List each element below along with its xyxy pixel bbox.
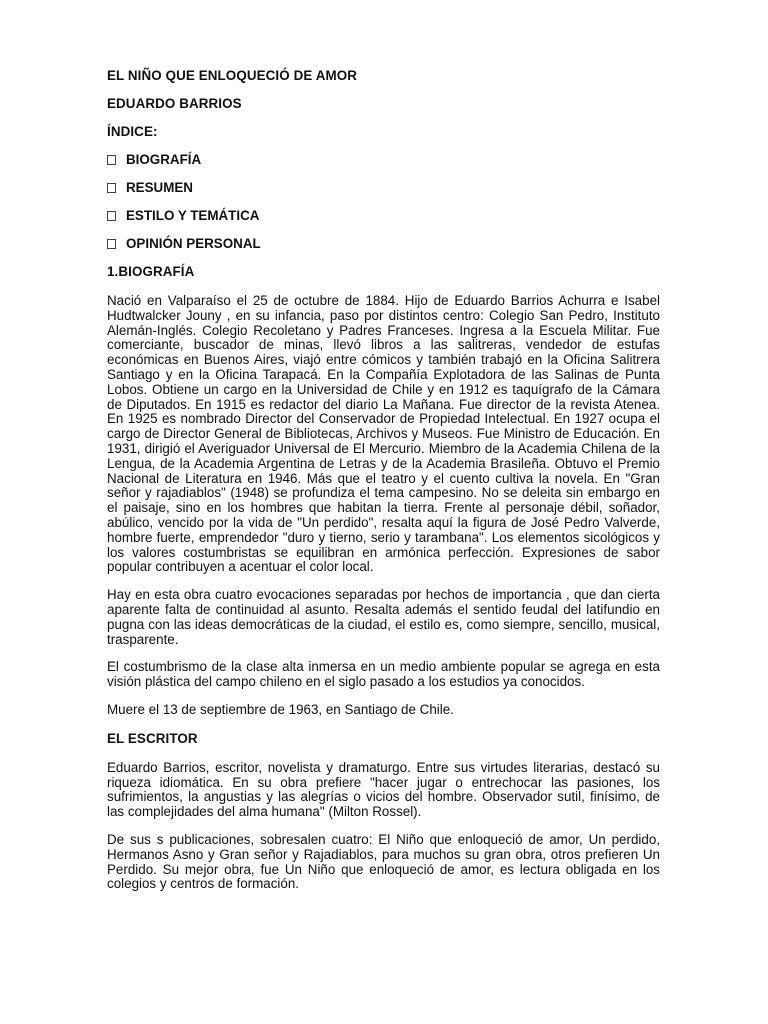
- index-item-label: RESUMEN: [126, 180, 193, 195]
- index-item-label: OPINIÓN PERSONAL: [126, 236, 261, 251]
- index-item-biografia: [107, 152, 660, 168]
- checkbox-bullet-icon: [107, 211, 116, 221]
- checkbox-bullet-icon: [107, 239, 116, 249]
- index-item-label: ESTILO Y TEMÁTICA: [126, 208, 260, 223]
- index-heading: ÍNDICE:: [107, 124, 158, 139]
- section-heading-biografia: 1.BIOGRAFÍA: [107, 264, 195, 279]
- biography-paragraph: El costumbrismo de la clase alta inmersa en un medio ambiente popular se agrega en esta visión plástica del campo chileno en el siglo pasado a los estudios ya conocidos.: [107, 659, 660, 690]
- index-item-opinion: [107, 236, 660, 252]
- writer-paragraph: Eduardo Barrios, escritor, novelista y dramaturgo. Entre sus virtudes literarias, destacó su riqueza idiomática. En su obra prefiere "hacer jugar o entrechocar las pasiones, los sufrimientos, la angustias y las alegrías o vicios del hombre. Observador sutil, finísimo, de las complejidades del alma humana" (Milton Rossel).: [107, 759, 660, 820]
- section-heading-escritor: EL ESCRITOR: [107, 730, 198, 746]
- biography-paragraph: Nació en Valparaíso el 25 de octubre de 1884. Hijo de Eduardo Barrios Achurra e Isabel Hudtwalcker Jouny , en su infancia, paso por distintos centro: Colegio San Pedro, Instituto Alemán-Inglés. Colegio Recoletano y Padres Franceses. Ingresa a la Escuela Militar. Fue comerciante, buscador de minas, llevó libros a las salitreras, vendedor de estufas económicas en Buenos Aires, viajó entre cómicos y también trabajó en la Oficina Salitrera Santiago y en la Oficina Tarapacá. En la Compañía Explotadora de las Salinas de Punta Lobos. Obtiene un cargo en la Universidad de Chile y en 1912 es taquígrafo de la Cámara de Diputados. En 1915 es redactor del diario La Mañana. Fue director de la revista Atenea. En 1925 es nombrado Director del Conservador de Propiedad Intelectual. En 1927 ocupa el cargo de Director General de Bibliotecas, Archivos y Museos. Fue Ministro de Educación. En 1931, dirigió el Averiguador Universal de El Mercurio. Miembro de la Academia Chilena de la Lengua, de la Academia Argentina de Letras y de la Academia Brasileña. Obtuvo el Premio Nacional de Literatura en 1946. Más que el teatro y el cuento cultiva la novela. En "Gran señor y rajadiablos" (1948) se profundiza el tema campesino. No se deleita sin embargo en el paisaje, sino en los hombres que habitan la tierra. Frente al personaje débil, soñador, abúlico, vencido por la vida de "Un perdido", resalta aquí la figura de José Pedro Valverde, hombre fuerte, emprendedor "duro y tierno, serio y tarambana". Los elementos sicológicos y los valores costumbristas se equilibran en armónica perfección. Expresiones de sabor popular contribuyen a acentuar el color local.: [107, 293, 660, 575]
- biography-paragraph: Hay en esta obra cuatro evocaciones separadas por hechos de importancia , que dan cierta aparente falta de continuidad al asunto. Resalta además el sentido feudal del latifundio en pugna con las ideas democráticas de la ciudad, el estilo es, como siempre, sencillo, musical, trasparente.: [107, 587, 660, 647]
- document-page: [107, 68, 660, 905]
- document-author: EDUARDO BARRIOS: [107, 96, 242, 111]
- biography-paragraph: Muere el 13 de septiembre de 1963, en Santiago de Chile.: [107, 701, 454, 717]
- checkbox-bullet-icon: [107, 183, 116, 193]
- index-item-estilo: [107, 208, 660, 224]
- checkbox-bullet-icon: [107, 155, 116, 165]
- document-title: EL NIÑO QUE ENLOQUECIÓ DE AMOR: [107, 68, 358, 83]
- index-item-label: BIOGRAFÍA: [126, 152, 202, 167]
- writer-paragraph: De sus s publicaciones, sobresalen cuatro: El Niño que enloqueció de amor, Un perdido, Hermanos Asno y Gran señor y Rajadiablos, para muchos su gran obra, otros prefieren Un Perdido. Su mejor obra, fue Un Niño que enloqueció de amor, es lectura obligada en los colegios y centros de formación.: [107, 831, 660, 892]
- index-item-resumen: [107, 180, 660, 196]
